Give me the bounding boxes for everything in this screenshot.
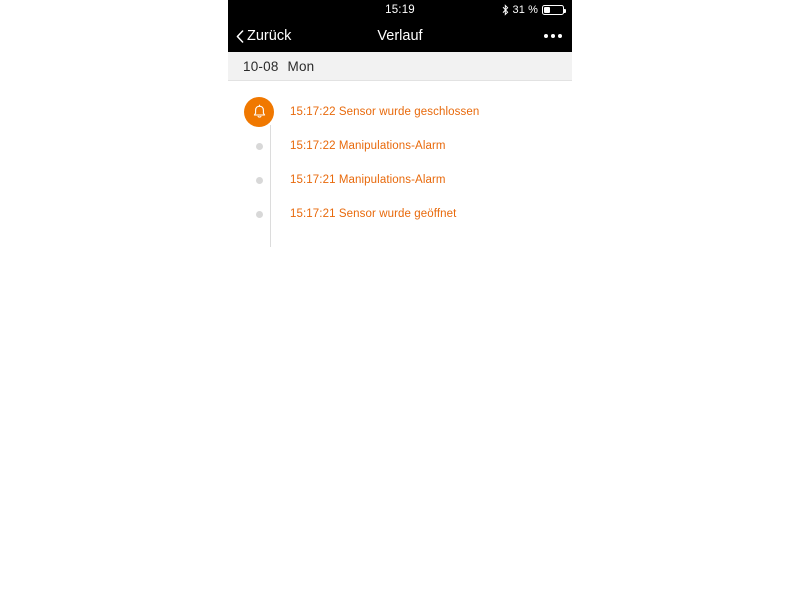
bell-icon [244, 97, 274, 127]
event-text: 15:17:22 Manipulations-Alarm [290, 140, 446, 152]
list-item[interactable] [228, 95, 572, 129]
history-timeline [228, 81, 572, 231]
date-header [228, 52, 572, 81]
timeline-dot-icon [256, 143, 263, 150]
battery-percent-label: 31 % [512, 4, 538, 16]
date-header-date: 10-08 [243, 58, 279, 74]
date-header-weekday: Mon [287, 58, 315, 74]
navigation-bar [228, 20, 572, 52]
timeline-dot-icon [256, 211, 263, 218]
list-item[interactable] [228, 163, 572, 197]
phone-screenshot [228, 0, 572, 600]
event-text: 15:17:21 Sensor wurde geöffnet [290, 208, 457, 220]
event-marker [228, 211, 290, 218]
status-bar [228, 0, 572, 20]
status-bar-time: 15:19 [385, 4, 415, 16]
page-title: Verlauf [377, 28, 423, 44]
list-item[interactable] [228, 129, 572, 163]
timeline-dot-icon [256, 177, 263, 184]
event-text: 15:17:21 Manipulations-Alarm [290, 174, 446, 186]
event-marker [228, 143, 290, 150]
event-text: 15:17:22 Sensor wurde geschlossen [290, 106, 480, 118]
back-button-label: Zurück [247, 28, 292, 44]
status-bar-right [502, 0, 564, 20]
event-marker [228, 177, 290, 184]
battery-icon [542, 5, 564, 15]
event-marker [228, 97, 290, 127]
more-options-icon[interactable] [544, 20, 562, 52]
list-item[interactable] [228, 197, 572, 231]
bluetooth-icon [502, 4, 509, 16]
